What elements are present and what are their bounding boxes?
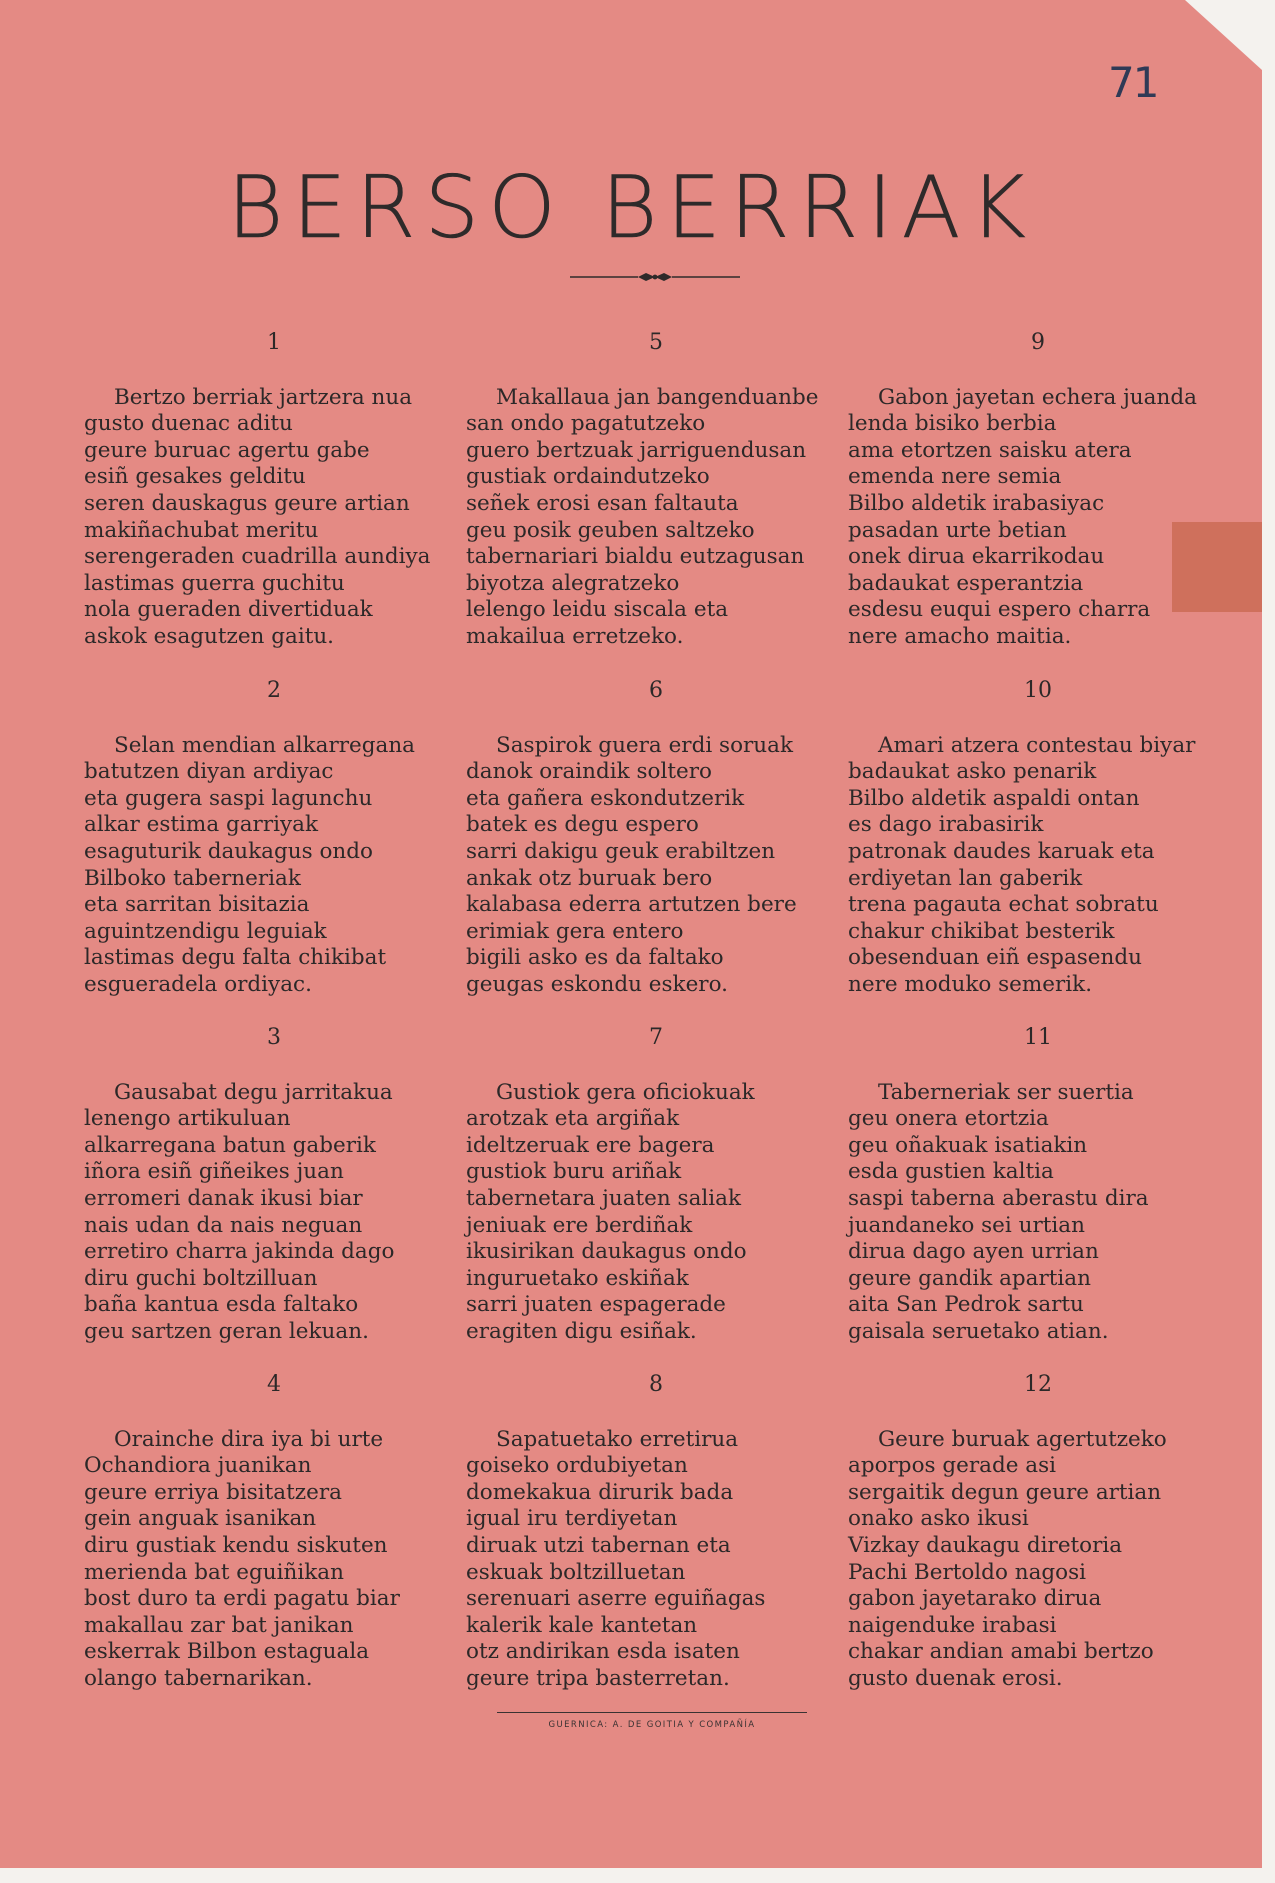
- verse-line: Gabon jayetan echera juanda: [878, 384, 1197, 410]
- verse-line: geure buruac agertu gabe: [84, 437, 370, 463]
- verse-line: chakur chikibat besterik: [848, 918, 1115, 944]
- verse-line: serenuari aserre eguiñagas: [466, 1586, 766, 1612]
- verse-line: Sapatuetako erretirua: [496, 1426, 739, 1452]
- verse-line: esgueradela ordiyac.: [84, 971, 312, 997]
- verse-line: Selan mendian alkarregana: [114, 732, 415, 758]
- verse-8: [466, 1372, 846, 1693]
- verse-number: 11: [1024, 1025, 1052, 1050]
- verse-line: Geure buruak agertutzeko: [878, 1426, 1167, 1452]
- verse-line: Taberneriak ser suertia: [878, 1079, 1134, 1105]
- verse-lines: [848, 1080, 1228, 1346]
- verse-line: erretiro charra jakinda dago: [84, 1239, 395, 1265]
- verse-line: badaukat esperantzia: [848, 570, 1084, 596]
- verse-line: sarri juaten espagerade: [466, 1292, 726, 1318]
- verse-line: seren dauskagus geure artian: [84, 490, 410, 516]
- verse-line: eta gugera saspi lagunchu: [84, 785, 373, 811]
- page-title: BERSO BERRIAK: [227, 158, 1035, 258]
- verse-number: 6: [649, 678, 663, 703]
- verse-line: Gausabat degu jarritakua: [114, 1079, 393, 1105]
- verse-line: makailua erretzeko.: [466, 623, 684, 649]
- verse-line: esaguturik daukagus ondo: [84, 838, 373, 864]
- verse-9: [848, 330, 1228, 651]
- verse-line: Makallaua jan bangenduanbe: [496, 384, 819, 410]
- verse-line: eta sarritan bisitazia: [84, 892, 310, 918]
- verse-number: 10: [1024, 678, 1052, 703]
- verse-number: 1: [267, 330, 281, 355]
- verse-number: 7: [649, 1025, 663, 1050]
- verse-line: juandaneko sei urtian: [848, 1212, 1085, 1238]
- verse-line: eta gañera eskondutzerik: [466, 785, 745, 811]
- verse-lines: [466, 385, 846, 651]
- verse-line: dirua dago ayen urrian: [848, 1239, 1099, 1265]
- verse-line: es dago irabasirik: [848, 812, 1044, 838]
- verse-number: 3: [267, 1025, 281, 1050]
- verse-line: ideltzeruak ere bagera: [466, 1132, 715, 1158]
- verse-line: onek dirua ekarrikodau: [848, 544, 1105, 570]
- verse-11: [848, 1025, 1228, 1346]
- verse-line: Amari atzera contestau biyar: [878, 732, 1196, 758]
- verse-line: batek es degu espero: [466, 812, 699, 838]
- verse-line: lenengo artikuluan: [84, 1106, 291, 1132]
- verse-line: otz andirikan esda isaten: [466, 1639, 740, 1665]
- verse-7: [466, 1025, 846, 1346]
- verse-line: gaisala seruetako atian.: [848, 1318, 1109, 1344]
- verse-line: makallau zar bat janikan: [84, 1612, 354, 1638]
- verse-line: bigili asko es da faltako: [466, 945, 724, 971]
- verse-line: trena pagauta echat sobratu: [848, 892, 1159, 918]
- verse-line: san ondo pagatutzeko: [466, 411, 706, 437]
- verse-line: Ochandiora juanikan: [84, 1453, 312, 1479]
- verse-line: chakar andian amabi bertzo: [848, 1639, 1154, 1665]
- verse-line: Orainche dira iya bi urte: [114, 1426, 384, 1452]
- verse-line: sergaitik degun geure artian: [848, 1479, 1162, 1505]
- verse-line: serengeraden cuadrilla aundiya: [84, 544, 431, 570]
- verse-2: [84, 678, 464, 999]
- verse-line: gusto duenac aditu: [84, 411, 293, 437]
- verse-line: domekakua dirurik bada: [466, 1479, 734, 1505]
- verse-line: geure tripa basterretan.: [466, 1665, 730, 1691]
- verse-lines: [848, 385, 1228, 651]
- verse-line: alkarregana batun gaberik: [84, 1132, 376, 1158]
- verse-line: saspi taberna aberastu dira: [848, 1185, 1149, 1211]
- verse-line: esiñ gesakes gelditu: [84, 464, 306, 490]
- verse-line: badaukat asko penarik: [848, 759, 1097, 785]
- verse-line: aita San Pedrok sartu: [848, 1292, 1084, 1318]
- verse-line: patronak daudes karuak eta: [848, 838, 1155, 864]
- verse-number: 12: [1024, 1372, 1052, 1397]
- verse-line: Vizkay daukagu diretoria: [848, 1532, 1123, 1558]
- verse-line: gustiak ordaindutzeko: [466, 464, 710, 490]
- verse-lines: [466, 1427, 846, 1693]
- verse-line: pasadan urte betian: [848, 517, 1067, 543]
- verse-number: 9: [1031, 330, 1045, 355]
- verse-line: lelengo leidu siscala eta: [466, 597, 729, 623]
- verse-line: esda gustien kaltia: [848, 1159, 1054, 1185]
- verse-line: naigenduke irabasi: [848, 1612, 1057, 1638]
- verse-line: ankak otz buruak bero: [466, 865, 713, 891]
- verse-line: batutzen diyan ardiyac: [84, 759, 334, 785]
- verse-line: askok esagutzen gaitu.: [84, 623, 335, 649]
- verse-lines: [466, 733, 846, 999]
- verse-line: gabon jayetarako dirua: [848, 1586, 1102, 1612]
- verse-line: diru guchi boltzilluan: [84, 1265, 318, 1291]
- verse-line: eragiten digu esiñak.: [466, 1318, 697, 1344]
- verse-12: [848, 1372, 1228, 1693]
- verse-1: [84, 330, 464, 651]
- verse-line: tabernariari bialdu eutzagusan: [466, 544, 805, 570]
- verse-line: emenda nere semia: [848, 464, 1062, 490]
- verse-line: Saspirok guera erdi soruak: [496, 732, 793, 758]
- verse-line: Gustiok gera oficiokuak: [496, 1079, 755, 1105]
- verse-line: Bilbo aldetik aspaldi ontan: [848, 785, 1140, 811]
- verse-line: geu sartzen geran lekuan.: [84, 1318, 369, 1344]
- verse-line: kalabasa ederra artutzen bere: [466, 892, 797, 918]
- verse-line: nais udan da nais neguan: [84, 1212, 363, 1238]
- verse-line: baña kantua esda faltako: [84, 1292, 359, 1318]
- verse-number: 4: [267, 1372, 281, 1397]
- verse-6: [466, 678, 846, 999]
- verse-line: ama etortzen saisku atera: [848, 437, 1132, 463]
- verse-line: erdiyetan lan gaberik: [848, 865, 1083, 891]
- verse-line: olango tabernarikan.: [84, 1665, 313, 1691]
- verse-line: erimiak gera entero: [466, 918, 684, 944]
- verse-lines: [84, 385, 464, 651]
- verse-line: lastimas degu falta chikibat: [84, 945, 387, 971]
- verse-line: obesenduan eiñ espasendu: [848, 945, 1142, 971]
- verse-line: biyotza alegratzeko: [466, 570, 680, 596]
- verse-line: alkar estima garriyak: [84, 812, 318, 838]
- verse-line: sarri dakigu geuk erabiltzen: [466, 838, 776, 864]
- verse-lines: [84, 1080, 464, 1346]
- verse-line: aguintzendigu leguiak: [84, 918, 327, 944]
- verse-line: eskuak boltzilluetan: [466, 1559, 686, 1585]
- verse-line: gein anguak isanikan: [84, 1506, 317, 1532]
- verse-line: arotzak eta argiñak: [466, 1106, 680, 1132]
- verse-line: diruak utzi tabernan eta: [466, 1532, 731, 1558]
- verse-line: erromeri danak ikusi biar: [84, 1185, 363, 1211]
- verse-line: geu oñakuak isatiakin: [848, 1132, 1088, 1158]
- verse-line: tabernetara juaten saliak: [466, 1185, 742, 1211]
- verse-line: iñora esiñ giñeikes juan: [84, 1159, 344, 1185]
- handwritten-page-number: 71: [1108, 58, 1158, 107]
- verse-5: [466, 330, 846, 651]
- verse-line: gustiok buru ariñak: [466, 1159, 682, 1185]
- verse-line: eskerrak Bilbon estaguala: [84, 1639, 370, 1665]
- verse-line: Bilboko taberneriak: [84, 865, 301, 891]
- verse-line: bost duro ta erdi pagatu biar: [84, 1586, 400, 1612]
- verse-4: [84, 1372, 464, 1693]
- verse-line: Bertzo berriak jartzera nua: [114, 384, 413, 410]
- verse-line: makiñachubat meritu: [84, 517, 319, 543]
- verse-3: [84, 1025, 464, 1346]
- verse-line: gusto duenak erosi.: [848, 1665, 1063, 1691]
- verse-line: kalerik kale kantetan: [466, 1612, 698, 1638]
- verse-line: geu onera etortzia: [848, 1106, 1049, 1132]
- verse-line: geugas eskondu eskero.: [466, 971, 728, 997]
- verse-lines: [84, 1427, 464, 1693]
- verse-lines: [466, 1080, 846, 1346]
- verse-number: 5: [649, 330, 663, 355]
- verse-line: nere amacho maitia.: [848, 623, 1072, 649]
- verse-line: jeniuak ere berdiñak: [466, 1212, 693, 1238]
- verse-line: ikusirikan daukagus ondo: [466, 1239, 747, 1265]
- verse-line: geu posik geuben saltzeko: [466, 517, 755, 543]
- verse-line: Pachi Bertoldo nagosi: [848, 1559, 1087, 1585]
- title-ornament-divider: [570, 266, 740, 288]
- verse-line: esdesu euqui espero charra: [848, 597, 1151, 623]
- verse-line: guero bertzuak jarriguendusan: [466, 437, 807, 463]
- footer-rule: [497, 1712, 807, 1713]
- verse-line: aporpos gerade asi: [848, 1453, 1057, 1479]
- verse-number: 2: [267, 678, 281, 703]
- verse-lines: [84, 733, 464, 999]
- verse-line: geure erriya bisitatzera: [84, 1479, 342, 1505]
- verse-line: danok oraindik soltero: [466, 759, 712, 785]
- verse-lines: [848, 1427, 1228, 1693]
- verse-10: [848, 678, 1228, 999]
- verse-line: igual iru terdiyetan: [466, 1506, 678, 1532]
- verse-line: lenda bisiko berbia: [848, 411, 1057, 437]
- verse-lines: [848, 733, 1228, 999]
- verse-line: geure gandik apartian: [848, 1265, 1091, 1291]
- verse-line: nere moduko semerik.: [848, 971, 1093, 997]
- verse-line: inguruetako eskiñak: [466, 1265, 689, 1291]
- verse-line: señek erosi esan faltauta: [466, 490, 739, 516]
- verse-number: 8: [649, 1372, 663, 1397]
- verse-line: diru gustiak kendu siskuten: [84, 1532, 388, 1558]
- verse-line: goiseko ordubiyetan: [466, 1453, 688, 1479]
- verse-line: onako asko ikusi: [848, 1506, 1029, 1532]
- printer-imprint: GUERNICA: A. DE GOITIA Y COMPAÑÍA: [548, 1720, 756, 1730]
- verse-line: nola gueraden divertiduak: [84, 597, 373, 623]
- verse-line: lastimas guerra guchitu: [84, 570, 345, 596]
- verse-line: Bilbo aldetik irabasiyac: [848, 490, 1105, 516]
- verse-line: merienda bat eguiñikan: [84, 1559, 344, 1585]
